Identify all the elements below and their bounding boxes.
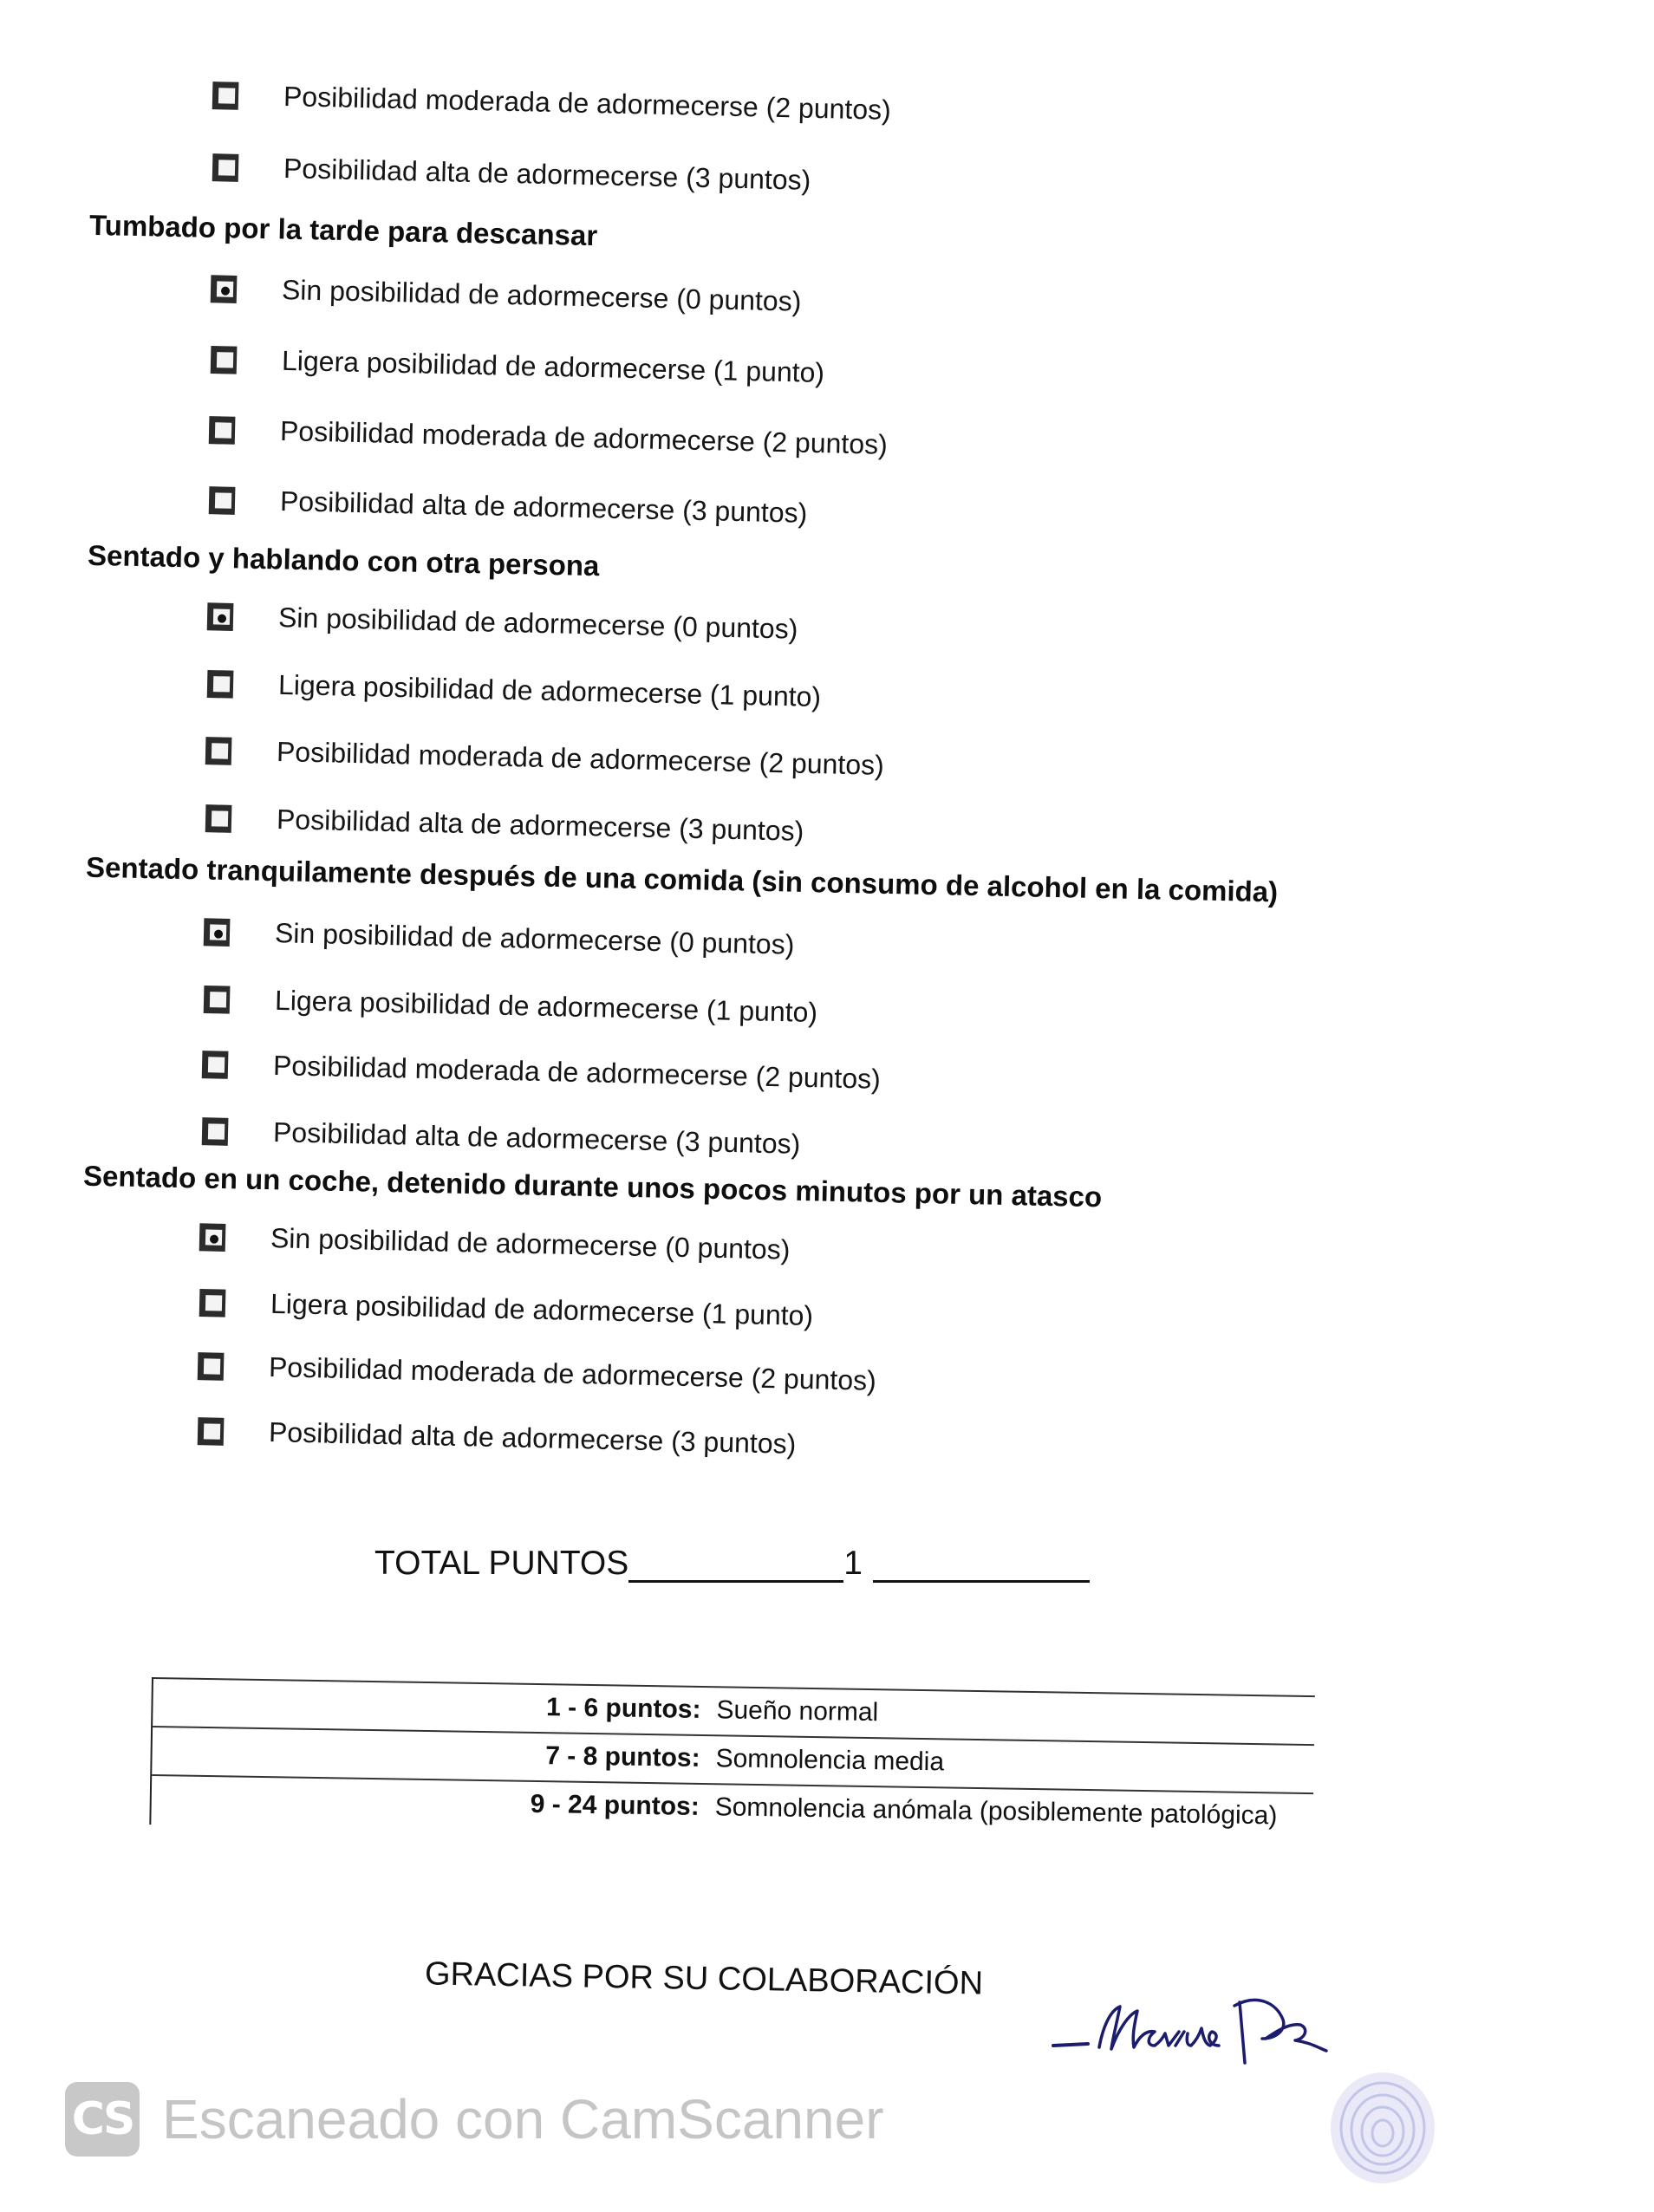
option-label: Sin posibilidad de adormecerse (0 puntos) [270,1222,791,1265]
signature [1049,1976,1335,2072]
thanks-text: GRACIAS POR SU COLABORACIÓN [424,1955,984,2002]
score-range: 9 - 24 puntos: [530,1789,700,1821]
option-label: Ligera posibilidad de adormecerse (1 punto) [274,984,818,1029]
option-row[interactable] [212,79,891,127]
checkbox-checked[interactable] [211,275,238,303]
option-row[interactable] [209,484,808,530]
checkbox-checked[interactable] [207,602,234,631]
option-row[interactable] [199,1286,814,1332]
checkbox[interactable] [211,345,238,374]
option-row[interactable] [207,600,798,645]
checkbox[interactable] [199,1288,226,1317]
checkbox[interactable] [209,416,236,445]
checkbox[interactable] [198,1417,225,1446]
option-label: Posibilidad moderada de adormecerse (2 puntos) [283,80,892,126]
section-heading: Sentado en un coche, detenido durante unos pocos minutos por un atasco [82,1159,1103,1213]
total-points [374,1545,1090,1583]
checkbox[interactable] [205,737,232,765]
option-row[interactable] [198,1350,876,1397]
checkbox-checked[interactable] [199,1223,226,1252]
option-label: Posibilidad alta de adormecerse (3 puntos) [276,803,804,847]
option-label: Sin posibilidad de adormecerse (0 puntos) [277,602,798,645]
watermark-text: Escaneado con CamScanner [162,2088,884,2150]
section-heading: Tumbado por la tarde para descansar [88,208,598,252]
fingerprint-stamp-icon [1322,2067,1443,2189]
option-label: Posibilidad alta de adormecerse (3 puntos) [283,153,811,196]
total-label: TOTAL PUNTOS [374,1545,629,1582]
checkbox[interactable] [198,1352,225,1381]
checkbox[interactable] [212,81,239,110]
score-description: Somnolencia media [715,1744,945,1777]
option-row[interactable] [202,1048,881,1096]
option-label: Posibilidad moderada de adormecerse (2 puntos) [279,414,889,460]
option-row[interactable] [205,734,884,782]
option-row[interactable] [209,413,888,461]
total-blank-left [628,1545,843,1583]
option-row[interactable] [204,915,795,960]
score-description: Sueño normal [716,1695,879,1727]
option-label: Posibilidad alta de adormecerse (3 puntos) [272,1116,801,1160]
total-blank-right [873,1545,1090,1583]
checkbox[interactable] [212,153,239,182]
option-row[interactable] [211,272,802,317]
option-row[interactable] [204,983,818,1029]
checkbox[interactable] [209,486,236,515]
option-row[interactable] [199,1220,791,1265]
option-label: Ligera posibilidad de adormecerse (1 punto) [281,344,825,389]
option-label: Ligera posibilidad de adormecerse (1 punto) [277,668,822,713]
option-label: Sin posibilidad de adormecerse (0 puntos) [274,917,795,960]
option-label: Ligera posibilidad de adormecerse (1 punto) [270,1287,814,1332]
checkbox[interactable] [207,669,234,698]
checkbox[interactable] [202,1051,229,1079]
checkbox-checked[interactable] [204,918,231,947]
option-label: Sin posibilidad de adormecerse (0 puntos) [281,274,802,317]
option-row[interactable] [211,343,825,389]
camscanner-logo-icon: CS [65,2082,140,2157]
score-description: Somnolencia anómala (posiblemente patológica) [714,1792,1278,1831]
option-row[interactable] [198,1415,797,1461]
option-label: Posibilidad alta de adormecerse (3 puntos) [279,485,808,529]
option-row[interactable] [205,802,804,848]
score-range: 7 - 8 puntos: [545,1741,700,1773]
total-value: 1 [843,1545,863,1582]
score-table [149,1677,1315,1843]
section-heading: Sentado tranquilamente después de una comida (sin consumo de alcohol en la comida) [85,850,1279,908]
checkbox[interactable] [205,804,232,833]
option-label: Posibilidad moderada de adormecerse (2 puntos) [272,1049,882,1095]
option-row[interactable] [212,151,811,197]
option-row[interactable] [202,1115,801,1161]
camscanner-watermark [65,2082,884,2157]
option-row[interactable] [207,667,822,713]
option-label: Posibilidad alta de adormecerse (3 puntos) [268,1416,797,1460]
checkbox[interactable] [204,985,231,1013]
checkbox[interactable] [202,1117,229,1146]
section-heading: Sentado y hablando con otra persona [87,538,600,582]
score-range: 1 - 6 puntos: [545,1693,701,1724]
option-label: Posibilidad moderada de adormecerse (2 puntos) [268,1350,877,1396]
option-label: Posibilidad moderada de adormecerse (2 puntos) [276,735,885,781]
